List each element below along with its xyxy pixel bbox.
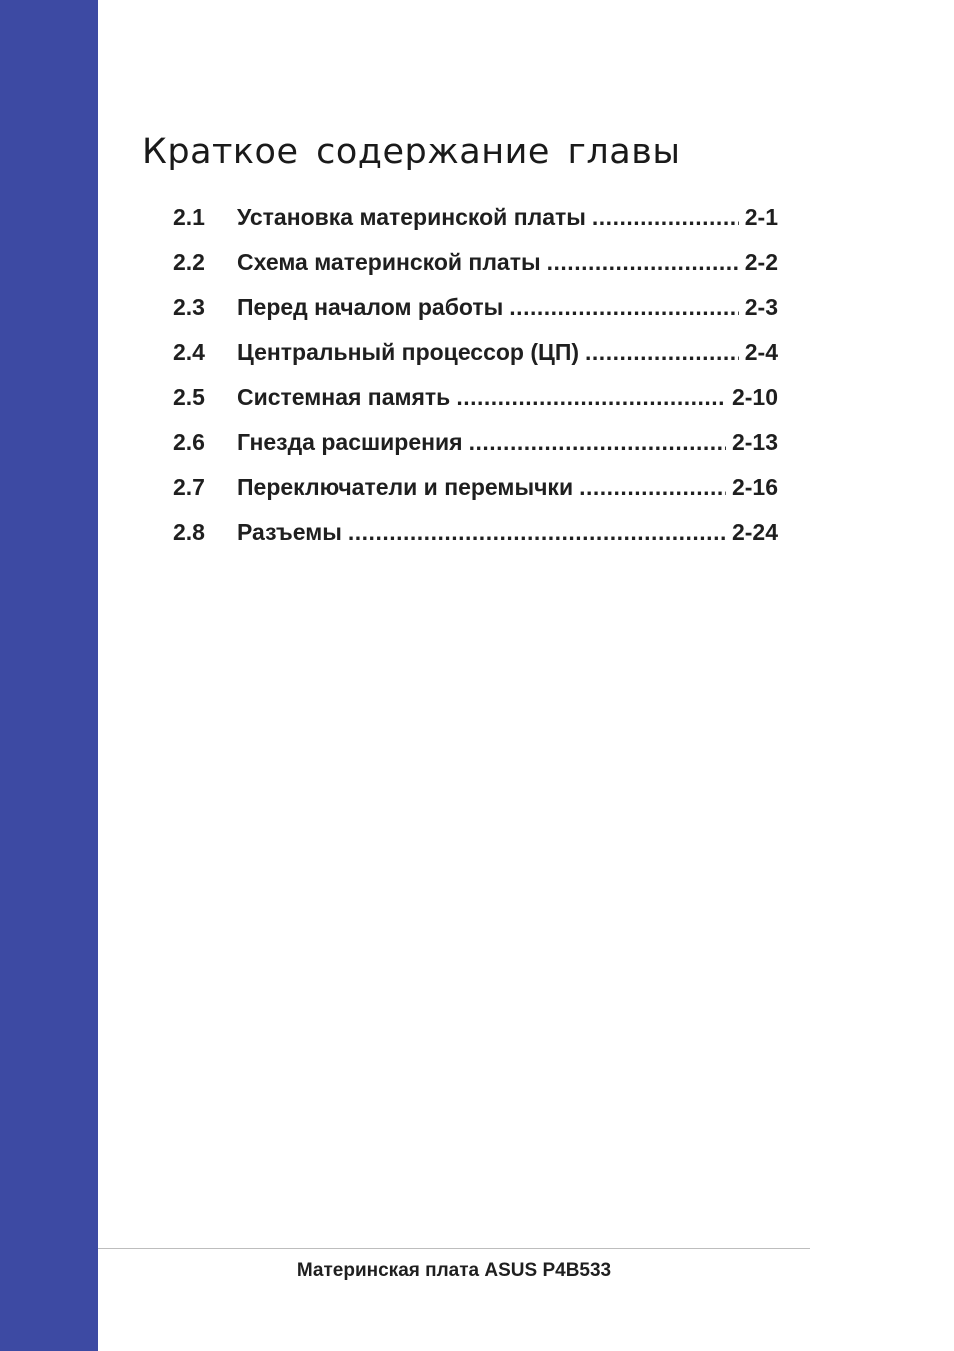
toc-entry-title: Гнезда расширения [237, 429, 463, 455]
toc-entry-title: Разъемы [237, 519, 342, 545]
toc-entry-title: Схема материнской платы [237, 249, 541, 275]
toc-dot-leader [469, 429, 726, 456]
toc-entry-page: 2-16 [731, 474, 778, 500]
side-bar [0, 0, 98, 1351]
toc-entry-page: 2-1 [744, 204, 778, 230]
toc-entry-2-4[interactable] [173, 339, 778, 384]
toc-entry-number: 2.8 [173, 519, 205, 545]
table-of-contents [173, 204, 778, 564]
toc-entry-2-3[interactable] [173, 294, 778, 339]
footer-product-name: Материнская плата ASUS P4B533 [296, 1260, 612, 1281]
toc-entry-page: 2-10 [731, 384, 778, 410]
toc-dot-leader [585, 339, 739, 366]
toc-entry-number: 2.1 [173, 204, 205, 230]
toc-entry-number: 2.4 [173, 339, 205, 365]
toc-entry-page: 2-13 [731, 429, 778, 455]
toc-dot-leader [547, 249, 739, 276]
toc-dot-leader [579, 474, 726, 501]
toc-entry-page: 2-3 [744, 294, 778, 320]
toc-dot-leader [456, 384, 726, 411]
toc-entry-page: 2-2 [744, 249, 778, 275]
toc-entry-number: 2.6 [173, 429, 205, 455]
toc-entry-page: 2-4 [744, 339, 778, 365]
toc-dot-leader [348, 519, 726, 546]
toc-entry-title: Перед началом работы [237, 294, 504, 320]
toc-entry-2-8[interactable] [173, 519, 778, 564]
toc-dot-leader [509, 294, 738, 321]
toc-entry-2-7[interactable] [173, 474, 778, 519]
toc-entry-2-6[interactable] [173, 429, 778, 474]
toc-entry-page: 2-24 [731, 519, 778, 545]
footer-divider [98, 1248, 810, 1249]
toc-entry-title: Системная память [237, 384, 451, 410]
toc-dot-leader [592, 204, 739, 231]
toc-entry-title: Центральный процессор (ЦП) [237, 339, 580, 365]
toc-entry-number: 2.5 [173, 384, 205, 410]
toc-entry-2-2[interactable] [173, 249, 778, 294]
toc-entry-title: Установка материнской платы [237, 204, 586, 230]
toc-entry-number: 2.2 [173, 249, 205, 275]
toc-entry-2-1[interactable] [173, 204, 778, 249]
toc-entry-2-5[interactable] [173, 384, 778, 429]
chapter-title: Краткое содержание главы [142, 132, 681, 172]
toc-entry-title: Переключатели и перемычки [237, 474, 574, 500]
toc-entry-number: 2.3 [173, 294, 205, 320]
toc-entry-number: 2.7 [173, 474, 205, 500]
